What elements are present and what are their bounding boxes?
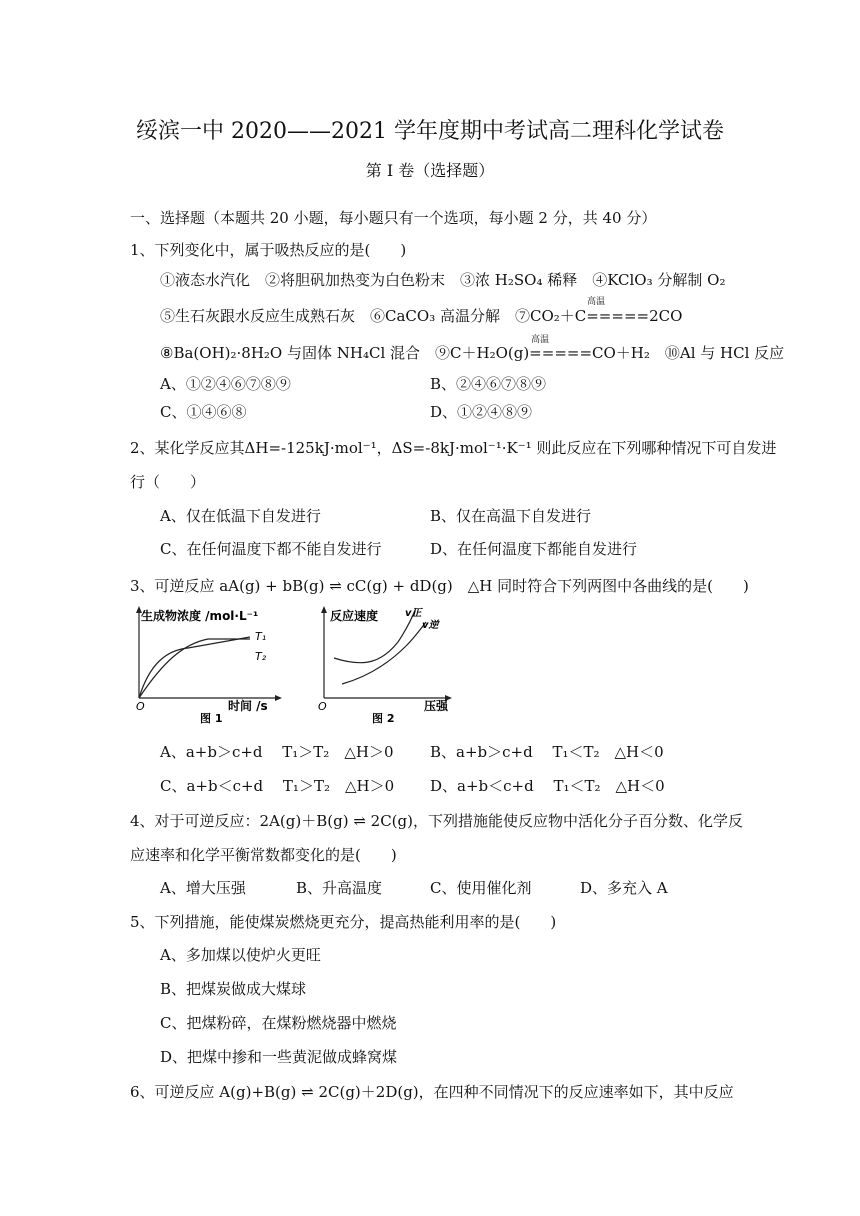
q2-stem-line1: 2、某化学反应其ΔH=-125kJ·mol⁻¹，ΔS=-8kJ·mol⁻¹·K⁻¹ 则此反应在下列哪种情况下可自发进 [130, 439, 777, 457]
q1-condition-label-2: 高温 [531, 335, 550, 345]
q5-option-a: A、多加煤以使炉火更旺 [160, 946, 321, 964]
q3-figure-2 [310, 602, 460, 728]
q1-option-d: D、①②④⑧⑨ [430, 403, 533, 421]
q3-option-c: C、a+b＜c+d T₁＞T₂ △H＞0 [160, 777, 395, 795]
fig2-v-zheng-label: v正 [405, 608, 422, 619]
q1-condition-label: 高温 [587, 297, 606, 307]
q4-stem-line1: 4、对于可逆反应：2A(g)＋B(g) ⇌ 2C(g)，下列措施能使反应物中活化分子百分数、化学反 [130, 812, 743, 830]
fig1-t2-label: T₂ [255, 650, 267, 663]
q1-items-line2: ⑤生石灰跟水反应生成熟石灰 ⑥CaCO₃ 高温分解 ⑦CO₂＋C=====2CO [160, 307, 683, 325]
q1-option-a: A、①②④⑥⑦⑧⑨ [160, 375, 291, 393]
q1-items-line1: ①液态水汽化 ②将胆矾加热变为白色粉末 ③浓 H₂SO₄ 稀释 ④KClO₃ 分解制 O₂ [160, 271, 726, 289]
fig1-origin: O [136, 700, 145, 713]
q4-option-c: C、使用催化剂 [430, 879, 532, 897]
q6-stem: 6、可逆反应 A(g)+B(g) ⇌ 2C(g)＋2D(g)，在四种不同情况下的反应速率如下，其中反应 [130, 1083, 734, 1101]
q2-option-a: A、仅在低温下自发进行 [160, 507, 321, 525]
fig2-y-label: 反应速度 [330, 609, 379, 623]
q1-option-c: C、①④⑥⑧ [160, 403, 247, 421]
q3-option-a: A、a+b＞c+d T₁＞T₂ △H＞0 [160, 743, 394, 761]
q2-option-d: D、在任何温度下都能自发进行 [430, 540, 638, 558]
fig1-t1-label: T₁ [255, 630, 267, 643]
fig2-v-ni-label: v逆 [422, 620, 439, 631]
q4-option-d: D、多充入 A [580, 879, 668, 897]
q4-stem-line2: 应速率和化学平衡常数都变化的是( ) [130, 846, 397, 864]
q1-option-b: B、②④⑥⑦⑧⑨ [430, 375, 547, 393]
q2-option-b: B、仅在高温下自发进行 [430, 507, 592, 525]
fig2-x-label: 压强 [424, 699, 449, 713]
curve-t1 [139, 637, 250, 698]
fig1-x-label: 时间 /s [228, 699, 268, 713]
q3-option-b: B、a+b＞c+d T₁＜T₂ △H＜0 [430, 743, 664, 761]
fig1-caption: 图 1 [200, 712, 223, 725]
q1-stem: 1、下列变化中，属于吸热反应的是( ) [130, 241, 407, 259]
q5-stem: 5、下列措施，能使煤炭燃烧更充分，提高热能利用率的是( ) [130, 913, 557, 931]
curve-t2 [139, 639, 250, 698]
q3-figure-1 [128, 602, 298, 728]
exam-title: 绥滨一中 2020——2021 学年度期中考试高二理科化学试卷 [136, 119, 724, 144]
q5-option-d: D、把煤中掺和一些黄泥做成蜂窝煤 [160, 1048, 398, 1066]
q5-option-b: B、把煤炭做成大煤球 [160, 980, 307, 998]
section-heading: 一、选择题（本题共 20 小题，每小题只有一个选项，每小题 2 分，共 40 分） [130, 209, 657, 227]
q1-items-line3: ⑧Ba(OH)₂·8H₂O 与固体 NH₄Cl 混合 ⑨C＋H₂O(g)=====CO＋H₂ ⑩Al 与 HCl 反应 [160, 344, 785, 362]
fig2-caption: 图 2 [372, 712, 395, 725]
q4-option-b: B、升高温度 [296, 879, 383, 897]
fig1-y-label: 生成物浓度 /mol·L⁻¹ [141, 609, 259, 623]
fig2-origin: O [318, 700, 327, 713]
curve-v-ni [342, 622, 426, 684]
q5-option-c: C、把煤粉碎，在煤粉燃烧器中燃烧 [160, 1014, 397, 1032]
q3-option-d: D、a+b＜c+d T₁＜T₂ △H＜0 [430, 777, 665, 795]
q2-stem-line2: 行（ ） [130, 473, 206, 491]
q4-option-a: A、增大压强 [160, 879, 246, 897]
q3-stem: 3、可逆反应 aA(g) + bB(g) ⇌ cC(g) + dD(g) △H 同时符合下列两图中各曲线的是( ) [130, 577, 749, 595]
exam-subtitle: 第 I 卷（选择题） [365, 161, 495, 180]
q2-option-c: C、在任何温度下都不能自发进行 [160, 540, 382, 558]
